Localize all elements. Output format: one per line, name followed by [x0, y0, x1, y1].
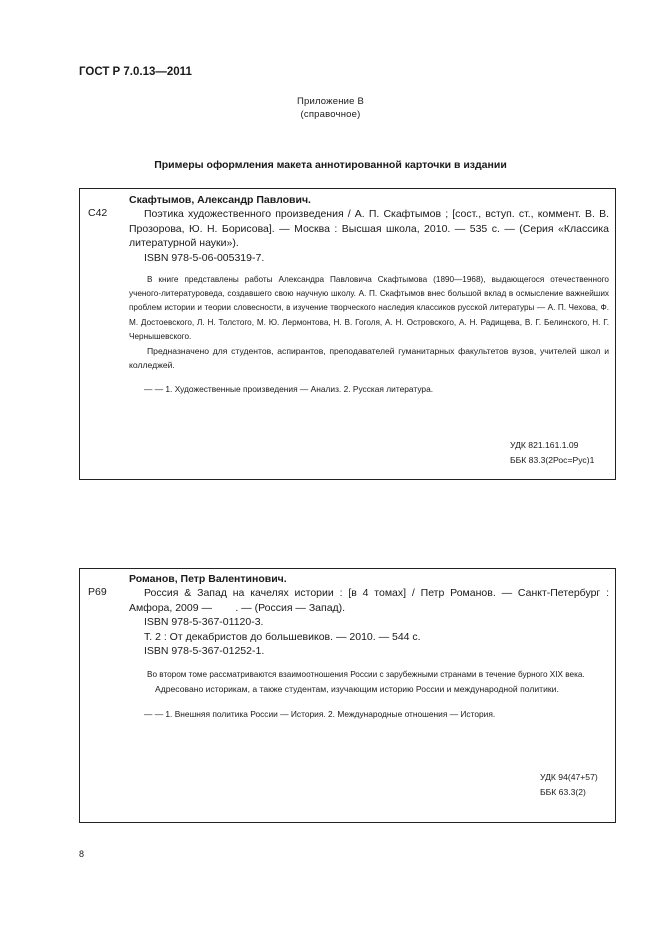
bibliographic-description: [129, 207, 609, 251]
isbn: ISBN 978-5-367-01120-3.: [144, 616, 264, 628]
description-text: Россия & Запад на качелях истории : [в 4 томах] / Петр Романов. — Санкт-Петербург : Амфора, 2009 — . — (Россия — Запад).: [129, 587, 612, 614]
section-title: Примеры оформления макета аннотированной карточки в издании: [154, 159, 507, 171]
udc-code: УДК 94(47+57): [540, 772, 598, 782]
annotation-paragraph: Адресовано историкам, а также студентам, изучающим историю России и международной политики.: [155, 683, 559, 694]
classification-codes: [510, 438, 594, 468]
page-number: 8: [79, 849, 85, 859]
annotation-paragraph: Во втором томе рассматриваются взаимоотношения России с зарубежными странами в течение бурного XIX века.: [147, 669, 585, 679]
isbn: ISBN 978-5-367-01252-1.: [144, 645, 265, 657]
bbk-code: ББК 83.3(2Рос=Рус)1: [510, 455, 595, 465]
bibliographic-description: [129, 586, 612, 615]
annotated-card-2: [79, 568, 616, 823]
annotation: [129, 668, 609, 696]
classification-codes: [540, 770, 598, 800]
annotated-card-1: [79, 188, 616, 480]
author-cipher: Р69: [88, 586, 107, 598]
udc-code: УДК 821.161.1.09: [510, 440, 579, 450]
bbk-code: ББК 63.3(2): [540, 787, 586, 797]
isbn: ISBN 978-5-06-005319-7.: [144, 251, 265, 264]
card-body: [129, 193, 609, 396]
author-heading: Скафтымов, Александр Павлович.: [129, 194, 311, 206]
volume-description: Т. 2 : От декабристов до большевиков. — 2010. — 544 с.: [144, 630, 421, 643]
appendix-note: (справочное): [300, 109, 361, 120]
appendix-label: Приложение В: [296, 96, 365, 107]
subject-headings: — — 1. Художественные произведения — Анализ. 2. Русская литература.: [144, 384, 434, 395]
annotation: [129, 273, 609, 372]
annotation-paragraph: Предназначено для студентов, аспирантов, преподавателей гуманитарных факультетов вузов, учителей школ и колледжей.: [129, 346, 609, 371]
annotation-paragraph: В книге представлены работы Александра Павловича Скафтымова (1890—1968), выдающегося отечественного ученого-литературоведа, создавшего свою научную школу. А. П. Скафтымов внес большой вклад в осмысление важнейших проблем истории и теории словесности, в изучение творческого наследия классиков русской литературы — А. П. Чехова, Ф. М. Достоевского, Л. Н. Толстого, М. Ю. Лермонтова, Н. В. Гоголя, А. Н. Островского, А. Н. Радищева, В. Г. Белинского, Н. Г. Чернышевского.: [129, 275, 609, 341]
subject-headings: — — 1. Внешняя политика России — История. 2. Международные отношения — История.: [144, 708, 496, 719]
card-body: [129, 572, 612, 721]
standard-code: ГОСТ Р 7.0.13—2011: [79, 66, 192, 78]
author-cipher: С42: [88, 207, 108, 219]
author-heading: Романов, Петр Валентинович.: [129, 573, 287, 585]
description-text: Поэтика художественного произведения / А. П. Скафтымов ; [сост., вступ. ст., коммент. В. В. Прозорова, Ю. Н. Борисова]. — Москва : Высшая школа, 2010. — 535 с. — (Серия «Классика литературной науки»).: [129, 208, 609, 249]
